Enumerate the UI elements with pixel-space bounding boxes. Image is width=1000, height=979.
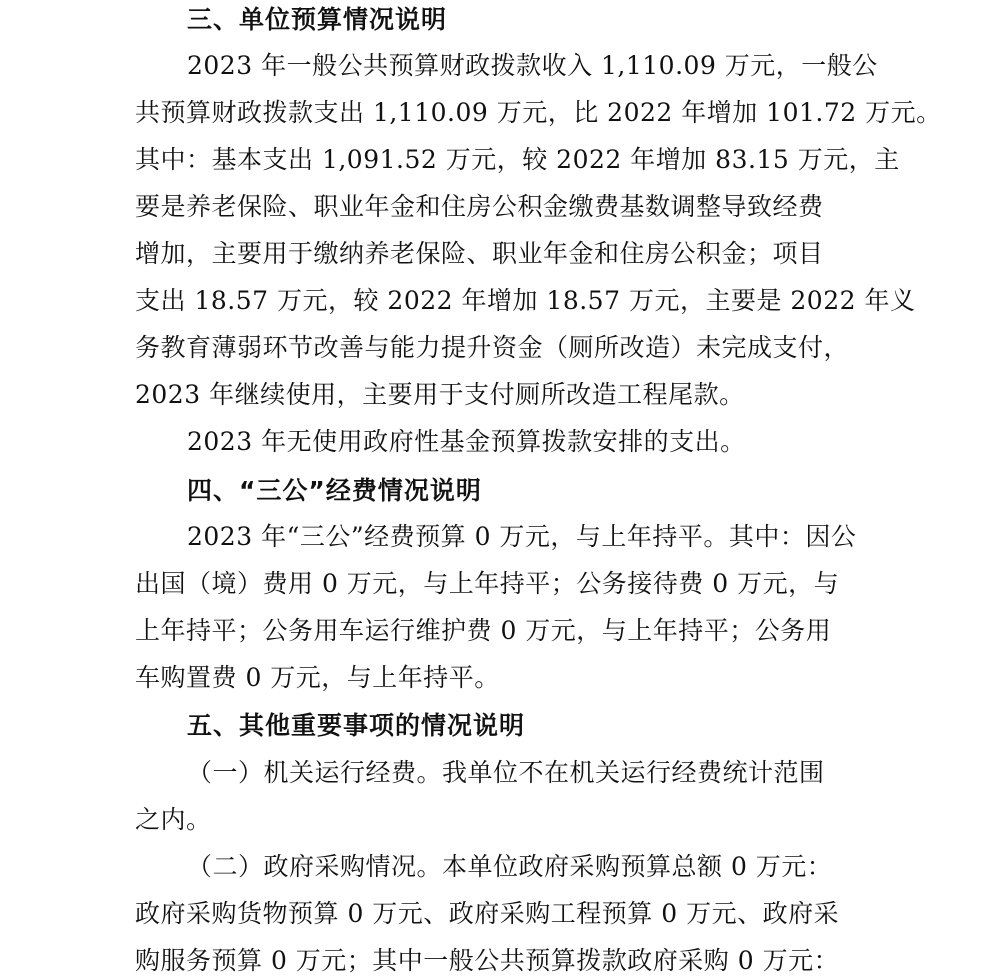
paragraph-line: 2023 年继续使用，主要用于支付厕所改造工程尾款。 — [135, 380, 745, 409]
paragraph-line: 务教育薄弱环节改善与能力提升资金（厕所改造）未完成支付， — [135, 333, 850, 362]
paragraph-line: 其中：基本支出 1,091.52 万元，较 2022 年增加 83.15 万元，主 — [135, 145, 900, 174]
paragraph-line: 车购置费 0 万元，与上年持平。 — [135, 663, 500, 692]
paragraph-line: 购服务预算 0 万元；其中一般公共预算拨款政府采购 0 万元： — [135, 946, 840, 975]
paragraph-line: 出国（境）费用 0 万元，与上年持平；公务接待费 0 万元，与 — [135, 569, 840, 598]
paragraph-line: 支出 18.57 万元，较 2022 年增加 18.57 万元，主要是 2022 年义 — [135, 286, 916, 315]
paragraph-line: 之内。 — [135, 805, 212, 834]
section-heading-other-matters: 五、其他重要事项的情况说明 — [187, 711, 526, 740]
paragraph-line: 2023 年无使用政府性基金预算拨款安排的支出。 — [187, 427, 746, 456]
section-heading-unit-budget: 三、单位预算情况说明 — [187, 5, 448, 34]
paragraph-line: 要是养老保险、职业年金和住房公积金缴费基数调整导致经费 — [135, 192, 824, 221]
paragraph-line: 2023 年“三公”经费预算 0 万元，与上年持平。其中：因公 — [187, 522, 857, 551]
paragraph-line: 共预算财政拨款支出 1,110.09 万元，比 2022 年增加 101.72 万元。 — [135, 98, 942, 127]
paragraph-line: （二）政府采购情况。本单位政府采购预算总额 0 万元： — [187, 852, 833, 881]
paragraph-line: （一）机关运行经费。我单位不在机关运行经费统计范围 — [187, 758, 825, 787]
paragraph-line: 政府采购货物预算 0 万元、政府采购工程预算 0 万元、政府采 — [135, 899, 840, 928]
paragraph-line: 2023 年一般公共预算财政拨款收入 1,110.09 万元，一般公 — [187, 51, 878, 80]
section-heading-three-public: 四、“三公”经费情况说明 — [187, 476, 482, 505]
paragraph-line: 上年持平；公务用车运行维护费 0 万元，与上年持平；公务用 — [135, 616, 832, 645]
paragraph-line: 增加，主要用于缴纳养老保险、职业年金和住房公积金；项目 — [135, 239, 824, 268]
